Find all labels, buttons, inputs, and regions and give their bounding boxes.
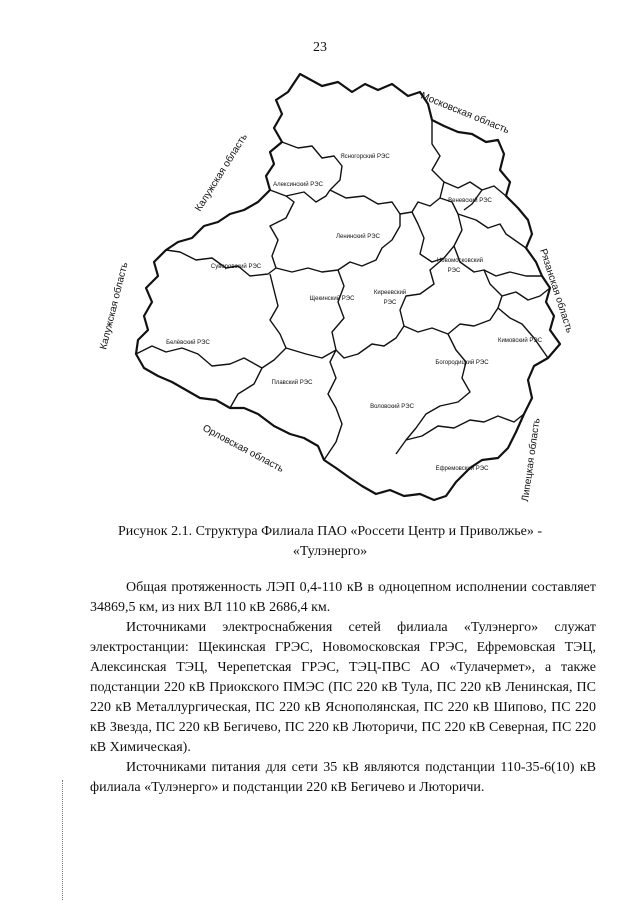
paragraph-power-sources: Источниками электроснабжения сетей филиала «Тулэнерго» служат электростанции: Щекинская ГРЭС, Новомосковская ГРЭС, Ефремовская ТЭЦ, Алексинская ТЭЦ, Черепетская ГРЭС, ТЭЦ-ПВС АО «Тулачермет», а также подстанции 220 кВ Приокского ПМЭС (ПС 220 кВ Тула, ПС 220 кВ Ленинская, ПС 220 кВ Металлургическая, ПС 220 кВ Яснополянская, ПС 220 кВ Шипово, ПС 220 кВ Звезда, ПС 220 кВ Бегичево, ПС 220 кВ Люторичи, ПС 220 кВ Северная, ПС 220 кВ Химическая). xyxy=(90,620,596,755)
region-label-venevsky: Веневский РЭС xyxy=(448,198,492,204)
scan-margin-mark xyxy=(62,780,63,900)
region-label-suvorovsky: Суворовский РЭС xyxy=(210,264,262,270)
region-label-volovsky: Воловский РЭС xyxy=(370,404,414,410)
region-label-leninsky: Ленинский РЭС xyxy=(336,234,380,240)
oblast-label-kaluga-north: Калужская область xyxy=(193,131,250,214)
region-label-novomoskovsky-suffix: РЭС xyxy=(447,268,461,274)
page-number: 23 xyxy=(313,40,327,55)
oblast-label-ryazan: Рязанская область xyxy=(537,247,575,335)
region-label-kireevsky-suffix: РЭС xyxy=(383,300,397,306)
region-label-efremovsky: Ефремовский РЭС xyxy=(435,466,489,472)
region-label-shchekinsky: Щекинский РЭС xyxy=(309,296,355,302)
region-label-bogoroditsky: Богородицкий РЭС xyxy=(435,360,489,366)
map-outer-boundary xyxy=(136,74,560,503)
paragraph-line-length: Общая протяженность ЛЭП 0,4-110 кВ в одноцепном исполнении составляет 34869,5 км, из них ВЛ 110 кВ 2686,4 км. xyxy=(90,580,596,615)
region-label-novomoskovsky: Новомосковский xyxy=(436,258,484,264)
figure-caption-line-1: Рисунок 2.1. Структура Филиала ПАО «Россети Центр и Приволжье» - xyxy=(118,524,542,539)
region-label-kireevsky: Киреевский xyxy=(373,290,407,296)
district-boundaries xyxy=(136,120,550,460)
region-label-belevsky: Белёвский РЭС xyxy=(166,340,210,346)
region-label-plavsky: Плавский РЭС xyxy=(271,380,313,386)
body-text xyxy=(90,578,596,798)
oblast-label-orel: Орловская область xyxy=(200,422,286,475)
region-label-aleksinsky: Алексинский РЭС xyxy=(273,182,323,188)
region-label-yasnogorsky: Ясногорский РЭС xyxy=(340,154,390,160)
region-label-kimovsky: Кимовский РЭС xyxy=(497,338,543,344)
oblast-label-kaluga-west: Калужская область xyxy=(98,261,131,351)
oblast-label-lipetsk: Липецкая область xyxy=(520,417,543,503)
paragraph-35kv-sources: Источниками питания для сети 35 кВ являются подстанции 110-35-6(10) кВ филиала «Тулэнерго» и подстанции 220 кВ Бегичево и Люторичи. xyxy=(90,760,596,795)
figure-caption-line-2: «Тулэнерго» xyxy=(292,544,368,559)
tula-region-map xyxy=(60,62,600,517)
oblast-label-moscow: Московская область xyxy=(418,90,511,137)
figure-caption xyxy=(60,522,600,562)
